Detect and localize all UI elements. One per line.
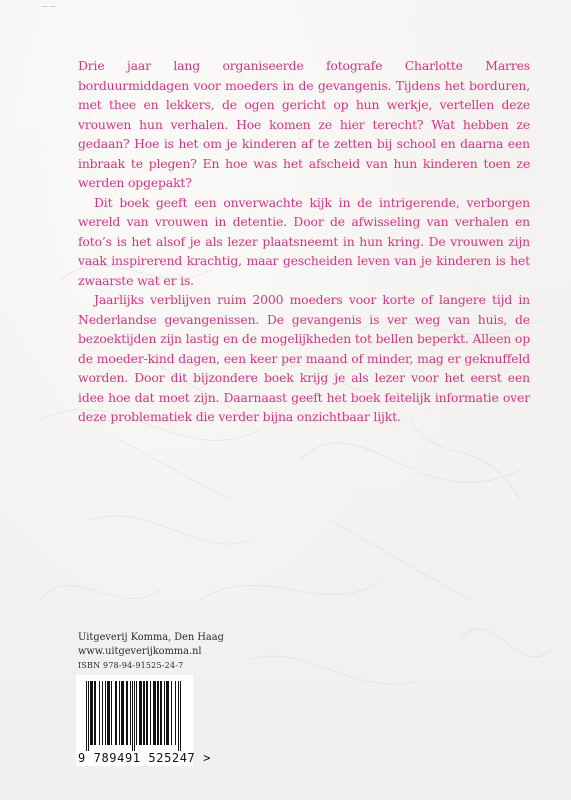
- blurb-text: [78, 56, 530, 427]
- barcode-bar: [86, 681, 87, 751]
- barcode-bar: [109, 681, 110, 745]
- barcode-bar: [92, 681, 93, 745]
- barcode-bar: [130, 681, 131, 745]
- barcode-bar: [140, 681, 141, 745]
- barcode-bar: [119, 681, 120, 745]
- barcode-bar: [164, 681, 165, 745]
- print-marks: — —: [42, 3, 56, 10]
- barcode-bars: [76, 675, 193, 753]
- barcode-bar: [94, 681, 95, 745]
- barcode-bar: [88, 681, 89, 751]
- barcode-bar: [139, 681, 140, 745]
- barcode-bar: [91, 681, 92, 745]
- barcode-bar: [108, 681, 109, 745]
- barcode-bar: [136, 681, 137, 745]
- publisher-website: www.uitgeverijkomma.nl: [78, 646, 202, 657]
- barcode-bar: [90, 681, 91, 745]
- barcode-bar: [160, 681, 161, 745]
- barcode-bar: [141, 681, 142, 745]
- barcode-bar: [132, 681, 133, 751]
- barcode-bar: [121, 681, 122, 745]
- barcode-bar: [168, 681, 169, 745]
- barcode-bar: [178, 681, 179, 751]
- barcode-bar: [158, 681, 159, 745]
- barcode-bar: [95, 681, 96, 745]
- barcode-bar: [167, 681, 168, 745]
- barcode-bar: [161, 681, 162, 745]
- publisher-imprint: [78, 631, 224, 673]
- blurb-paragraph-3: Jaarlijks verblijven ruim 2000 moeders voor korte of langere tijd in Nederlandse gevangenissen. De gevangenis is ver weg van huis, de bezoektijden zijn lastig en de mogelijkheden tot bellen beperkt. Alleen op de moeder-kind dagen, een keer per maand of minder, mag er geknuffeld worden. Door dit bijzondere boek krijg je als lezer voor het eerst een idee hoe dat moet zijn. Daarnaast geeft het boek feitelijk informatie over deze problematiek die verder bijna onzichtbaar lijkt.: [78, 292, 530, 424]
- barcode-digits: 9 789491 525247 >: [78, 751, 212, 765]
- blurb-paragraph-2: Dit boek geeft een onverwachte kijk in de intrigerende, verborgen wereld van vrouwen in detentie. Door de afwisseling van verhalen en foto’s is het alsof je als lezer plaatsneemt in hun kring. De vrouwen zijn vaak inspirerend krachtig, maar gescheiden leven van je kinderen is het zwaarste wat er is.: [78, 194, 530, 288]
- barcode-bar: [143, 681, 144, 745]
- barcode-bar: [105, 681, 106, 745]
- blurb-paragraph-1: Drie jaar lang organiseerde fotografe Charlotte Marres borduurmiddagen voor moeders in de gevangenis. Tijdens het borduren, met thee en lekkers, de ogen gericht op hun werkje, vertellen deze vrouwen hun verhalen. Hoe komen ze hier terecht? Wat hebben ze gedaan? Hoe is het om je kinderen af te zetten bij school en daarna een inbraak te plegen? En hoe was het afscheid van hun kinderen toen ze werden opgepakt?: [78, 58, 530, 190]
- barcode-bar: [107, 681, 108, 745]
- barcode-bar: [144, 681, 145, 745]
- barcode-bar: [180, 681, 181, 751]
- barcode-bar: [154, 681, 155, 745]
- isbn-number: ISBN 978-94-91525-24-7: [78, 661, 184, 670]
- barcode-bar: [175, 681, 176, 745]
- barcode-bar: [115, 681, 116, 745]
- barcode-bar: [126, 681, 127, 745]
- barcode-bar: [166, 681, 167, 745]
- barcode-bar: [127, 681, 128, 745]
- barcode-bar: [155, 681, 156, 745]
- publisher-name: Uitgeverij Komma, Den Haag: [78, 632, 224, 643]
- barcode-bar: [134, 681, 135, 751]
- barcode-bar: [153, 681, 154, 745]
- barcode-bar: [116, 681, 117, 745]
- barcode-bar: [102, 681, 103, 745]
- barcode-bar: [111, 681, 112, 745]
- barcode-bar: [99, 681, 100, 745]
- barcode-bar: [150, 681, 151, 745]
- barcode-bar: [157, 681, 158, 745]
- barcode-bar: [146, 681, 147, 745]
- barcode-bar: [147, 681, 148, 745]
- barcode-bar: [122, 681, 123, 745]
- barcode-bar: [171, 681, 172, 745]
- barcode-bar: [123, 681, 124, 745]
